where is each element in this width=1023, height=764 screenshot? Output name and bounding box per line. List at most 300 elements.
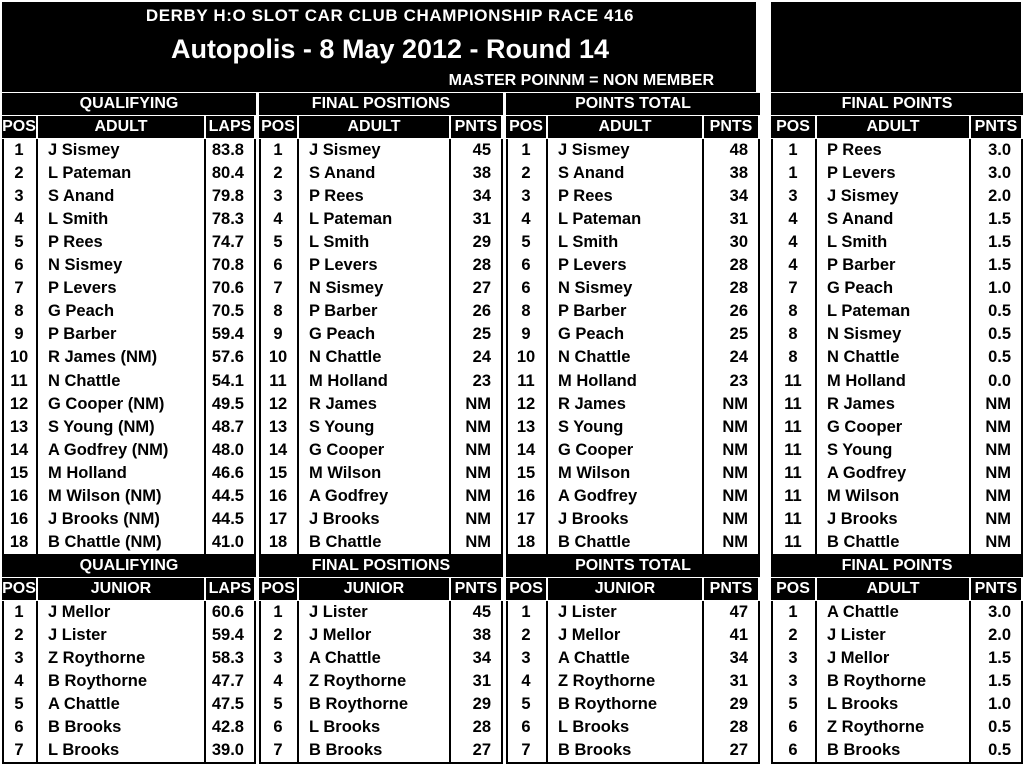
adult-final-points-row-value: NM	[985, 510, 1011, 528]
adult-qualifying-row-pos: 2	[14, 164, 24, 182]
adult-final-points-row-name: M Holland	[827, 372, 906, 390]
adult-final-positions-section-header: FINAL POSITIONS	[259, 93, 503, 115]
adult-final-points-row-value: 0.5	[988, 325, 1011, 343]
junior-final-positions-section-header: FINAL POSITIONS	[259, 555, 503, 577]
junior-final-points-row-value: 0.5	[988, 741, 1011, 759]
adult-points-total-row-value: 24	[729, 348, 748, 366]
adult-qualifying-row-name: G Peach	[48, 302, 115, 320]
adult-final-positions-row-value: 29	[472, 233, 491, 251]
adult-qualifying-row-name: N Chattle	[48, 372, 121, 390]
adult-final-points-row-name: J Brooks	[827, 510, 898, 528]
adult-final-points-row-name: L Pateman	[827, 302, 911, 320]
adult-final-points-row-pos: 11	[784, 533, 802, 551]
junior-points-total-row-value: 47	[729, 603, 748, 621]
adult-final-positions-row-name: B Chattle	[309, 533, 382, 551]
adult-final-points-row-name: S Anand	[827, 210, 894, 228]
adult-final-points-row-pos: 11	[784, 441, 802, 459]
adult-final-positions-row-value: 28	[472, 256, 491, 274]
adult-qualifying-row-pos: 15	[9, 464, 29, 482]
adult-qualifying-row-name: P Barber	[48, 325, 117, 343]
adult-points-total-row-value: NM	[722, 441, 748, 459]
adult-final-positions-row-name: G Cooper	[309, 441, 385, 459]
adult-points-total-row-value: 30	[729, 233, 748, 251]
adult-final-points-row-value: NM	[985, 395, 1011, 413]
junior-final-points-section-header: FINAL POINTS	[771, 555, 1023, 577]
adult-qualifying-row-value: 78.3	[211, 210, 244, 228]
adult-qualifying-row-pos: 18	[9, 533, 29, 551]
junior-qualifying-col-name-header: JUNIOR	[38, 578, 204, 600]
adult-points-total-row-name: L Pateman	[558, 210, 642, 228]
adult-final-points-row-name: S Young	[827, 441, 893, 459]
adult-qualifying-row-value: 70.6	[211, 279, 244, 297]
adult-final-positions-row-value: NM	[465, 487, 491, 505]
adult-qualifying-row-name: L Smith	[48, 210, 109, 228]
adult-final-points-row-name: M Wilson	[827, 487, 900, 505]
junior-final-positions-row-value: 45	[472, 603, 491, 621]
adult-qualifying-row-name: J Sismey	[48, 141, 120, 159]
adult-points-total-row-value: NM	[722, 487, 748, 505]
adult-final-positions-row-name: S Young	[309, 418, 375, 436]
junior-qualifying-row-pos: 5	[14, 695, 24, 713]
adult-final-positions-row-value: 45	[472, 141, 491, 159]
junior-qualifying-row-name: J Lister	[48, 626, 107, 644]
junior-final-positions-row-value: 34	[472, 649, 491, 667]
adult-final-positions-row-value: 23	[472, 372, 491, 390]
junior-points-total-row-value: 31	[729, 672, 748, 690]
junior-qualifying-row-pos: 4	[14, 672, 24, 690]
adult-qualifying-col-value-header: LAPS	[206, 116, 254, 138]
adult-qualifying-col-name-header: ADULT	[38, 116, 204, 138]
adult-final-positions-row-name: S Anand	[309, 164, 376, 182]
adult-final-positions-row-pos: 5	[273, 233, 283, 251]
adult-qualifying-row-pos: 16	[9, 487, 29, 505]
adult-final-points-row-value: NM	[985, 441, 1011, 459]
junior-qualifying-row-value: 47.7	[211, 672, 244, 690]
adult-points-total-row-name: N Chattle	[558, 348, 631, 366]
adult-qualifying-row-name: S Anand	[48, 187, 115, 205]
adult-points-total-row-pos: 17	[516, 510, 536, 528]
adult-qualifying-row-value: 41.0	[211, 533, 244, 551]
adult-points-total-row-pos: 13	[516, 418, 536, 436]
adult-final-points-row-pos: 11	[784, 510, 802, 528]
adult-final-positions-row-value: NM	[465, 441, 491, 459]
junior-final-positions-row-pos: 2	[273, 626, 283, 644]
junior-final-points-row-pos: 6	[788, 741, 798, 759]
adult-points-total-row-name: G Peach	[558, 325, 625, 343]
junior-final-points-row-name: A Chattle	[827, 603, 899, 621]
adult-points-total-row-name: N Sismey	[558, 279, 633, 297]
junior-final-points-row-name: J Lister	[827, 626, 886, 644]
junior-qualifying-row-pos: 2	[14, 626, 24, 644]
adult-points-total-row-pos: 2	[521, 164, 531, 182]
adult-points-total-row-pos: 3	[521, 187, 531, 205]
adult-final-positions-row-pos: 4	[273, 210, 283, 228]
adult-qualifying-row-name: B Chattle (NM)	[48, 533, 162, 551]
junior-points-total-row-pos: 1	[521, 603, 531, 621]
junior-qualifying-row-name: A Chattle	[48, 695, 120, 713]
adult-final-positions-row-value: NM	[465, 464, 491, 482]
adult-final-positions-row-name: M Wilson	[309, 464, 382, 482]
adult-final-positions-row-name: P Levers	[309, 256, 378, 274]
junior-final-positions-row-name: J Lister	[309, 603, 368, 621]
junior-final-positions-row-name: B Roythorne	[309, 695, 408, 713]
adult-points-total-row-pos: 15	[516, 464, 536, 482]
adult-qualifying-row-pos: 5	[14, 233, 24, 251]
junior-final-positions-row-name: Z Roythorne	[309, 672, 407, 690]
adult-final-positions-row-value: 24	[472, 348, 491, 366]
junior-final-points-row-pos: 2	[788, 626, 798, 644]
adult-points-total-row-pos: 12	[516, 395, 536, 413]
column-divider	[36, 601, 38, 762]
adult-qualifying-row-name: S Young (NM)	[48, 418, 155, 436]
adult-points-total-row-pos: 6	[521, 256, 531, 274]
adult-qualifying-row-value: 74.7	[211, 233, 244, 251]
adult-qualifying-row-name: L Pateman	[48, 164, 132, 182]
adult-final-positions-row-name: P Barber	[309, 302, 378, 320]
adult-final-positions-row-pos: 2	[273, 164, 283, 182]
adult-qualifying-row-pos: 4	[14, 210, 24, 228]
junior-final-positions-row-value: 28	[472, 718, 491, 736]
adult-final-points-row-value: 1.0	[988, 279, 1011, 297]
junior-final-positions-row-value: 29	[472, 695, 491, 713]
junior-qualifying-row-value: 58.3	[211, 649, 244, 667]
adult-final-positions-row-pos: 1	[273, 141, 283, 159]
adult-final-positions-row-value: 31	[472, 210, 491, 228]
column-divider	[297, 139, 299, 554]
adult-points-total-row-value: NM	[722, 510, 748, 528]
junior-final-positions-row-name: L Brooks	[309, 718, 381, 736]
junior-points-total-row-value: 27	[729, 741, 748, 759]
adult-points-total-row-name: S Young	[558, 418, 624, 436]
adult-qualifying-row-name: A Godfrey (NM)	[48, 441, 169, 459]
adult-final-points-row-pos: 7	[788, 279, 798, 297]
adult-final-points-row-pos: 8	[788, 348, 798, 366]
junior-points-total-row-pos: 3	[521, 649, 531, 667]
junior-final-positions-row-pos: 7	[273, 741, 283, 759]
adult-final-positions-row-value: 25	[472, 325, 491, 343]
adult-final-points-row-pos: 8	[788, 325, 798, 343]
adult-points-total-row-value: NM	[722, 395, 748, 413]
junior-qualifying-row-value: 60.6	[211, 603, 244, 621]
adult-points-total-row-name: P Barber	[558, 302, 627, 320]
adult-final-positions-row-pos: 7	[273, 279, 283, 297]
adult-final-points-row-value: 0.5	[988, 348, 1011, 366]
adult-qualifying-row-pos: 16	[9, 510, 29, 528]
adult-final-points-row-name: G Cooper	[827, 418, 903, 436]
adult-final-points-section-header: FINAL POINTS	[771, 93, 1023, 115]
junior-final-points-row-value: 3.0	[988, 603, 1011, 621]
adult-final-positions-row-pos: 12	[268, 395, 288, 413]
adult-points-total-row-value: 28	[729, 279, 748, 297]
adult-points-total-row-name: A Godfrey	[558, 487, 638, 505]
adult-final-points-row-value: NM	[985, 418, 1011, 436]
legend-note: MASTER POINNM = NON MEMBER	[448, 72, 714, 89]
adult-final-points-row-value: NM	[985, 533, 1011, 551]
adult-qualifying-row-pos: 8	[14, 302, 24, 320]
adult-final-points-row-value: 1.5	[988, 233, 1011, 251]
junior-final-points-row-value: 0.5	[988, 718, 1011, 736]
adult-final-positions-row-name: L Pateman	[309, 210, 393, 228]
adult-points-total-row-value: 25	[729, 325, 748, 343]
adult-qualifying-row-name: P Levers	[48, 279, 117, 297]
adult-final-points-row-name: G Peach	[827, 279, 894, 297]
junior-final-points-col-name-header: ADULT	[817, 578, 969, 600]
adult-points-total-row-name: J Sismey	[558, 141, 630, 159]
adult-final-points-row-pos: 11	[784, 372, 802, 390]
adult-final-points-row-name: N Sismey	[827, 325, 902, 343]
adult-final-positions-row-pos: 9	[273, 325, 283, 343]
junior-points-total-row-pos: 7	[521, 741, 531, 759]
junior-final-positions-col-value-header: PNTS	[451, 578, 501, 600]
adult-final-points-row-pos: 4	[788, 210, 798, 228]
adult-qualifying-row-pos: 9	[14, 325, 24, 343]
adult-final-points-col-name-header: ADULT	[817, 116, 969, 138]
junior-points-total-row-name: L Brooks	[558, 718, 630, 736]
adult-final-points-row-name: N Chattle	[827, 348, 900, 366]
junior-final-points-row-value: 1.0	[988, 695, 1011, 713]
junior-qualifying-row-value: 39.0	[211, 741, 244, 759]
adult-final-positions-row-name: A Godfrey	[309, 487, 389, 505]
adult-qualifying-row-value: 46.6	[211, 464, 244, 482]
adult-points-total-row-name: G Cooper	[558, 441, 634, 459]
adult-qualifying-row-pos: 11	[10, 372, 28, 390]
junior-qualifying-row-name: B Brooks	[48, 718, 122, 736]
adult-final-points-row-pos: 11	[784, 487, 802, 505]
junior-final-positions-row-pos: 1	[273, 603, 283, 621]
adult-qualifying-row-pos: 14	[9, 441, 29, 459]
junior-points-total-row-pos: 4	[521, 672, 531, 690]
adult-points-total-row-value: 48	[729, 141, 748, 159]
adult-qualifying-row-value: 70.8	[211, 256, 244, 274]
junior-final-points-row-pos: 3	[788, 672, 798, 690]
junior-qualifying-row-name: Z Roythorne	[48, 649, 146, 667]
adult-final-points-row-value: 1.5	[988, 210, 1011, 228]
adult-final-positions-row-pos: 15	[268, 464, 288, 482]
adult-qualifying-section-header: QUALIFYING	[2, 93, 256, 115]
adult-final-points-row-name: L Smith	[827, 233, 888, 251]
junior-points-total-row-pos: 2	[521, 626, 531, 644]
adult-points-total-row-pos: 14	[516, 441, 536, 459]
adult-final-points-row-value: NM	[985, 464, 1011, 482]
adult-qualifying-row-pos: 1	[14, 141, 24, 159]
junior-qualifying-row-name: B Roythorne	[48, 672, 147, 690]
junior-final-points-row-value: 2.0	[988, 626, 1011, 644]
adult-qualifying-row-pos: 12	[9, 395, 29, 413]
junior-final-points-row-pos: 3	[788, 649, 798, 667]
adult-points-total-col-name-header: ADULT	[548, 116, 702, 138]
junior-final-points-col-value-header: PNTS	[971, 578, 1021, 600]
adult-qualifying-row-value: 59.4	[211, 325, 244, 343]
adult-points-total-row-value: 34	[729, 187, 748, 205]
adult-final-positions-row-value: NM	[465, 510, 491, 528]
adult-final-points-col-value-header: PNTS	[971, 116, 1021, 138]
event-title: Autopolis - 8 May 2012 - Round 14	[170, 34, 610, 64]
column-divider	[815, 601, 817, 762]
junior-points-total-row-value: 41	[729, 626, 748, 644]
junior-final-points-row-name: J Mellor	[827, 649, 890, 667]
adult-points-total-row-name: L Smith	[558, 233, 619, 251]
junior-qualifying-col-value-header: LAPS	[206, 578, 254, 600]
junior-qualifying-row-value: 59.4	[211, 626, 244, 644]
adult-qualifying-row-value: 57.6	[211, 348, 244, 366]
junior-final-positions-row-pos: 6	[273, 718, 283, 736]
adult-final-positions-row-name: L Smith	[309, 233, 370, 251]
junior-points-total-row-name: J Mellor	[558, 626, 621, 644]
junior-points-total-row-name: A Chattle	[558, 649, 630, 667]
adult-final-points-row-pos: 4	[788, 256, 798, 274]
adult-final-points-row-value: 0.0	[988, 372, 1011, 390]
adult-final-positions-col-name-header: ADULT	[299, 116, 449, 138]
junior-final-points-row-name: Z Roythorne	[827, 718, 925, 736]
junior-final-positions-row-name: A Chattle	[309, 649, 381, 667]
adult-final-positions-row-pos: 14	[268, 441, 288, 459]
adult-qualifying-row-name: N Sismey	[48, 256, 123, 274]
adult-qualifying-row-value: 80.4	[211, 164, 244, 182]
adult-final-positions-row-pos: 8	[273, 302, 283, 320]
side-banner	[771, 2, 1021, 92]
junior-final-points-row-value: 1.5	[988, 649, 1011, 667]
adult-final-positions-row-name: R James	[309, 395, 377, 413]
adult-points-total-row-value: 28	[729, 256, 748, 274]
adult-final-positions-row-name: J Brooks	[309, 510, 380, 528]
column-divider	[815, 139, 817, 554]
adult-points-total-row-value: NM	[722, 533, 748, 551]
adult-final-positions-row-value: 38	[472, 164, 491, 182]
adult-final-positions-row-value: 27	[472, 279, 491, 297]
adult-points-total-row-name: R James	[558, 395, 626, 413]
adult-final-points-row-value: 3.0	[988, 141, 1011, 159]
junior-final-positions-col-name-header: JUNIOR	[299, 578, 449, 600]
junior-final-positions-row-value: 38	[472, 626, 491, 644]
column-divider	[297, 601, 299, 762]
junior-qualifying-row-pos: 3	[14, 649, 24, 667]
adult-final-points-row-value: NM	[985, 487, 1011, 505]
junior-final-positions-row-pos: 3	[273, 649, 283, 667]
adult-final-positions-row-name: P Rees	[309, 187, 364, 205]
adult-qualifying-row-name: M Holland	[48, 464, 127, 482]
adult-final-points-row-value: 0.5	[988, 302, 1011, 320]
junior-final-positions-row-value: 27	[472, 741, 491, 759]
adult-final-points-row-value: 3.0	[988, 164, 1011, 182]
adult-final-positions-row-pos: 16	[268, 487, 288, 505]
junior-qualifying-row-pos: 6	[14, 718, 24, 736]
junior-final-points-row-pos: 6	[788, 718, 798, 736]
junior-points-total-row-value: 29	[729, 695, 748, 713]
adult-points-total-row-pos: 1	[521, 141, 531, 159]
junior-qualifying-col-pos-header: POS	[2, 578, 36, 600]
adult-final-points-row-pos: 3	[788, 187, 798, 205]
junior-final-points-row-name: B Roythorne	[827, 672, 926, 690]
adult-final-points-row-pos: 11	[784, 418, 802, 436]
adult-points-total-row-pos: 11	[517, 372, 535, 390]
junior-qualifying-row-value: 47.5	[211, 695, 244, 713]
adult-qualifying-row-pos: 7	[14, 279, 24, 297]
adult-qualifying-row-value: 79.8	[211, 187, 244, 205]
adult-points-total-row-name: S Anand	[558, 164, 625, 182]
adult-final-positions-row-value: NM	[465, 395, 491, 413]
junior-points-total-row-name: Z Roythorne	[558, 672, 656, 690]
adult-points-total-row-value: NM	[722, 464, 748, 482]
junior-points-total-row-name: B Roythorne	[558, 695, 657, 713]
adult-points-total-col-value-header: PNTS	[704, 116, 758, 138]
adult-qualifying-row-name: P Rees	[48, 233, 103, 251]
adult-points-total-row-pos: 16	[516, 487, 536, 505]
adult-final-positions-row-name: N Chattle	[309, 348, 382, 366]
adult-final-points-row-pos: 4	[788, 233, 798, 251]
adult-qualifying-row-name: M Wilson (NM)	[48, 487, 162, 505]
adult-final-positions-row-pos: 11	[269, 372, 287, 390]
adult-final-points-row-name: P Levers	[827, 164, 896, 182]
adult-points-total-section-header: POINTS TOTAL	[506, 93, 760, 115]
adult-final-points-row-pos: 8	[788, 302, 798, 320]
junior-final-positions-row-pos: 5	[273, 695, 283, 713]
adult-points-total-row-pos: 5	[521, 233, 531, 251]
junior-final-points-row-pos: 1	[788, 603, 798, 621]
adult-points-total-row-name: M Holland	[558, 372, 637, 390]
adult-points-total-row-name: P Rees	[558, 187, 613, 205]
adult-qualifying-row-name: J Brooks (NM)	[48, 510, 160, 528]
adult-qualifying-row-pos: 13	[9, 418, 29, 436]
adult-points-total-row-pos: 10	[516, 348, 536, 366]
junior-qualifying-row-value: 42.8	[211, 718, 244, 736]
junior-qualifying-row-pos: 1	[14, 603, 24, 621]
title-banner	[2, 2, 756, 92]
adult-points-total-row-name: B Chattle	[558, 533, 631, 551]
adult-points-total-row-name: J Brooks	[558, 510, 629, 528]
junior-final-points-row-name: B Brooks	[827, 741, 901, 759]
junior-final-points-col-pos-header: POS	[771, 578, 815, 600]
adult-points-total-row-value: 38	[729, 164, 748, 182]
adult-final-positions-row-pos: 13	[268, 418, 288, 436]
adult-points-total-row-pos: 8	[521, 302, 531, 320]
adult-points-total-col-pos-header: POS	[506, 116, 546, 138]
adult-final-positions-row-pos: 10	[268, 348, 288, 366]
column-divider	[546, 139, 548, 554]
adult-qualifying-row-pos: 10	[9, 348, 29, 366]
adult-final-positions-row-value: 34	[472, 187, 491, 205]
adult-final-points-col-pos-header: POS	[771, 116, 815, 138]
adult-qualifying-row-pos: 3	[14, 187, 24, 205]
adult-final-points-row-pos: 1	[788, 164, 798, 182]
adult-final-points-row-name: A Godfrey	[827, 464, 907, 482]
junior-qualifying-row-name: J Mellor	[48, 603, 111, 621]
adult-final-positions-row-name: N Sismey	[309, 279, 384, 297]
adult-final-positions-col-pos-header: POS	[259, 116, 297, 138]
junior-final-positions-row-name: B Brooks	[309, 741, 383, 759]
adult-points-total-row-value: 26	[729, 302, 748, 320]
adult-final-points-row-value: 1.5	[988, 256, 1011, 274]
adult-final-points-row-name: B Chattle	[827, 533, 900, 551]
adult-qualifying-row-value: 70.5	[211, 302, 244, 320]
adult-points-total-row-pos: 6	[521, 279, 531, 297]
junior-points-total-row-value: 34	[729, 649, 748, 667]
adult-final-positions-row-value: NM	[465, 418, 491, 436]
adult-points-total-row-pos: 9	[521, 325, 531, 343]
column-divider	[546, 601, 548, 762]
adult-final-points-row-value: 2.0	[988, 187, 1011, 205]
adult-points-total-row-value: NM	[722, 418, 748, 436]
junior-qualifying-row-name: L Brooks	[48, 741, 120, 759]
adult-final-positions-row-name: J Sismey	[309, 141, 381, 159]
adult-final-positions-row-value: 26	[472, 302, 491, 320]
adult-final-positions-col-value-header: PNTS	[451, 116, 501, 138]
adult-final-points-row-name: J Sismey	[827, 187, 899, 205]
adult-qualifying-row-name: G Cooper (NM)	[48, 395, 165, 413]
adult-qualifying-row-value: 49.5	[211, 395, 244, 413]
adult-points-total-row-value: 31	[729, 210, 748, 228]
junior-points-total-section-header: POINTS TOTAL	[506, 555, 760, 577]
junior-points-total-row-value: 28	[729, 718, 748, 736]
